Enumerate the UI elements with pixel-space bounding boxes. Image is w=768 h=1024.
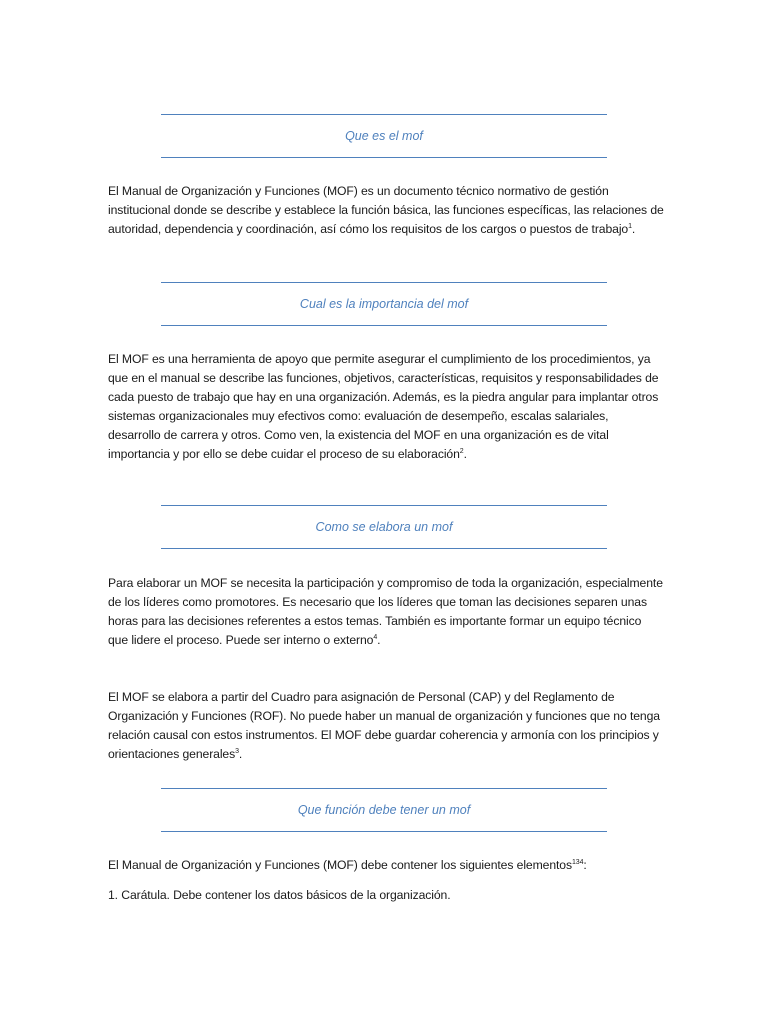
paragraph-elaboration-1 xyxy=(108,574,664,650)
paragraph-text: El Manual de Organización y Funciones (MOF) es un documento técnico normativo de gestión institucional donde se describe y establece la función básica, las funciones específicas, las relaciones de autoridad, dependencia y coordinación, así cómo los requisitos de los cargos o puestos de trabajo xyxy=(108,184,664,236)
paragraph-end: . xyxy=(631,222,636,236)
paragraph-text: El MOF es una herramienta de apoyo que permite asegurar el cumplimiento de los procedimientos, ya que en el manual se describe las funciones, objetivos, características, requisitos y responsabilidades de cada puesto de trabajo que hay en una organización. Además, es la piedra angular para implantar otros sistemas organizacionales muy efectivos como: evaluación de desempeño, escalas salariales, desarrollo de carrera y otros. Como ven, la existencia del MOF en una organización es de vital importancia y por ello se debe cuidar el proceso de su elaboración xyxy=(108,352,659,461)
footnote-ref: 2 xyxy=(459,448,464,455)
section-heading-que-es xyxy=(161,114,607,158)
paragraph-elements-intro xyxy=(108,856,664,875)
footnote-ref: 134 xyxy=(571,859,584,866)
section-heading-text: Que función debe tener un mof xyxy=(297,803,471,817)
footnote-ref: 1 xyxy=(628,223,632,230)
section-heading-importancia xyxy=(161,282,607,326)
section-heading-elabora xyxy=(161,505,607,549)
paragraph-end: : xyxy=(583,858,587,872)
paragraph-text: Para elaborar un MOF se necesita la participación y compromiso de toda la organización, especialmente de los líderes como promotores. Es necesario que los líderes que toman las decisiones separen unas horas para las decisiones referentes a estos temas. También es importante formar un equipo técnico que lidere el proceso. Puede ser interno o externo xyxy=(108,576,663,647)
paragraph-elaboration-2 xyxy=(108,688,664,764)
paragraph-importance xyxy=(108,350,664,464)
paragraph-end: . xyxy=(377,633,381,647)
footnote-ref: 4 xyxy=(373,634,378,641)
paragraph-definition xyxy=(108,182,664,239)
paragraph-text: 1. Carátula. Debe contener los datos básicos de la organización. xyxy=(108,888,451,902)
paragraph-end: . xyxy=(463,447,467,461)
section-heading-text: Cual es la importancia del mof xyxy=(299,297,469,311)
paragraph-end: . xyxy=(238,747,243,761)
section-heading-text: Que es el mof xyxy=(345,129,423,143)
paragraph-text: El MOF se elabora a partir del Cuadro para asignación de Personal (CAP) y del Reglamento de Organización y Funciones (ROF). No puede haber un manual de organización y funciones que no tenga relación causal con estos instrumentos. El MOF debe guardar coherencia y armonía con los principios y orientaciones generales xyxy=(108,690,660,761)
section-heading-funcion xyxy=(161,788,607,832)
list-item-caratula xyxy=(108,886,664,905)
footnote-ref: 3 xyxy=(235,748,239,755)
section-heading-text: Como se elabora un mof xyxy=(315,520,453,534)
paragraph-text: El Manual de Organización y Funciones (MOF) debe contener los siguientes elementos xyxy=(108,858,572,872)
